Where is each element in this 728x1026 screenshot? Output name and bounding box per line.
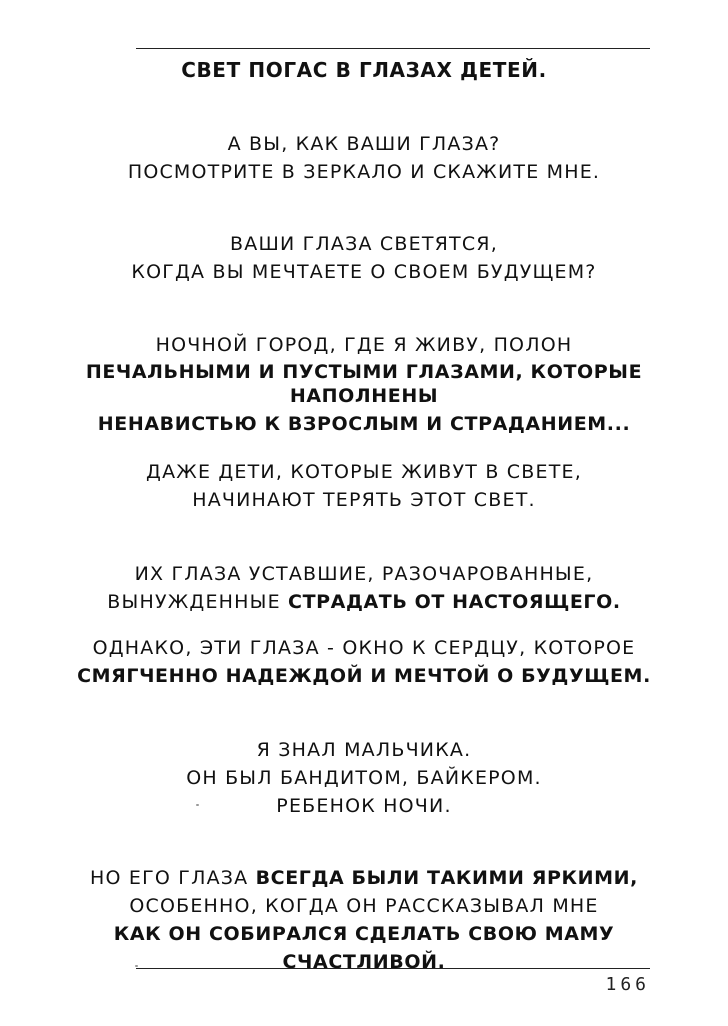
- text-line: [0, 588, 728, 616]
- text-line: [0, 331, 728, 359]
- bold-text: КАК ОН СОБИРАЛСЯ СДЕЛАТЬ СВОЮ МАМУ: [113, 923, 615, 945]
- plain-text: НОЧНОЙ ГОРОД, ГДЕ Я ЖИВУ, ПОЛОН: [155, 334, 573, 356]
- text-line: [0, 662, 728, 690]
- text-line: [0, 130, 728, 158]
- plain-text: Я ЗНАЛ МАЛЬЧИКА.: [256, 739, 472, 761]
- plain-text: КОГДА ВЫ МЕЧТАЕТЕ О СВОЕМ БУДУЩЕМ?: [131, 261, 597, 283]
- bold-text: ВСЕГДА БЫЛИ ТАКИМИ ЯРКИМИ,: [255, 867, 638, 889]
- plain-text: РЕБЕНОК НОЧИ.: [276, 795, 452, 817]
- page-title: [0, 56, 728, 84]
- paragraph-8: [0, 864, 728, 976]
- plain-text: ИХ ГЛАЗА УСТАВШИЕ, РАЗОЧАРОВАННЫЕ,: [134, 563, 594, 585]
- paragraph-2: [0, 230, 728, 286]
- bold-text: НАПОЛНЕНЫ: [289, 385, 439, 407]
- plain-text: ОН БЫЛ БАНДИТОМ, БАЙКЕРОМ.: [186, 767, 542, 789]
- text-line: [0, 385, 728, 407]
- plain-text: ОДНАКО, ЭТИ ГЛАЗА - ОКНО К СЕРДЦУ, КОТОРОЕ: [92, 637, 636, 659]
- text-line: [0, 158, 728, 186]
- paragraph-7: [0, 736, 728, 820]
- plain-text: НО ЕГО ГЛАЗА: [90, 867, 256, 889]
- text-line: [0, 864, 728, 892]
- page-number: 166: [605, 974, 650, 995]
- text-line: [0, 230, 728, 258]
- plain-text: ПОСМОТРИТЕ В ЗЕРКАЛО И СКАЖИТЕ МНЕ.: [127, 161, 601, 183]
- bold-text: ПЕЧАЛЬНЫМИ И ПУСТЫМИ ГЛАЗАМИ, КОТОРЫЕ: [85, 361, 643, 383]
- bold-text: НЕНАВИСТЬЮ К ВЗРОСЛЫМ И СТРАДАНИЕМ...: [97, 413, 631, 435]
- text-line: [0, 792, 728, 820]
- text-line: [0, 764, 728, 792]
- text-line: [0, 486, 728, 514]
- plain-text: А ВЫ, КАК ВАШИ ГЛАЗА?: [227, 133, 501, 155]
- text-line: [0, 920, 728, 948]
- bold-text: СМЯГЧЕННО НАДЕЖДОЙ И МЕЧТОЙ О БУДУЩЕМ.: [77, 665, 651, 687]
- plain-text: ВАШИ ГЛАЗА СВЕТЯТСЯ,: [230, 233, 498, 255]
- text-line: [0, 948, 728, 976]
- plain-text: ВЫНУЖДЕННЫЕ: [107, 591, 289, 613]
- text-line: [0, 634, 728, 662]
- plain-text: ДАЖЕ ДЕТИ, КОТОРЫЕ ЖИВУТ В СВЕТЕ,: [146, 461, 582, 483]
- text-line: [0, 359, 728, 385]
- paragraph-1: [0, 130, 728, 186]
- title-line: СВЕТ ПОГАС В ГЛАЗАХ ДЕТЕЙ.: [181, 58, 547, 82]
- bold-text: СТРАДАТЬ ОТ НАСТОЯЩЕГО.: [288, 591, 621, 613]
- text-line: [0, 892, 728, 920]
- text-line: [0, 458, 728, 486]
- plain-text: НАЧИНАЮТ ТЕРЯТЬ ЭТОТ СВЕТ.: [192, 489, 536, 511]
- text-line: [0, 407, 728, 441]
- text-line: [0, 736, 728, 764]
- text-line: [0, 258, 728, 286]
- paragraph-3: [0, 331, 728, 441]
- bold-text: СЧАСТЛИВОЙ.: [282, 951, 446, 973]
- top-divider: [136, 48, 650, 49]
- scan-speck: [135, 965, 138, 967]
- plain-text: ОСОБЕННО, КОГДА ОН РАССКАЗЫВАЛ МНЕ: [129, 895, 599, 917]
- text-line: [0, 560, 728, 588]
- scan-speck: [196, 804, 199, 806]
- paragraph-5: [0, 560, 728, 616]
- bottom-divider: [136, 968, 650, 969]
- paragraph-6: [0, 634, 728, 690]
- paragraph-4: [0, 458, 728, 514]
